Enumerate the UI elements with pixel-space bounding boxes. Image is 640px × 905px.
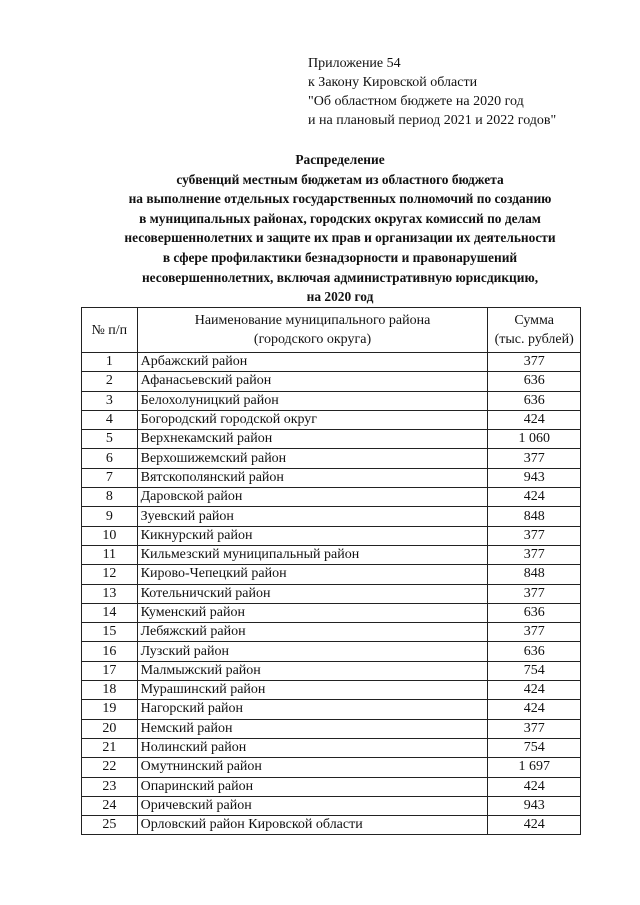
row-amount: 424 [488,681,581,700]
table-row [82,681,581,700]
row-amount: 754 [488,738,581,757]
appendix-line: к Закону Кировской области [308,75,478,90]
row-amount: 377 [488,526,581,545]
document-title [40,150,640,307]
row-number: 16 [82,642,138,661]
table-row [82,488,581,507]
row-number: 25 [82,816,138,835]
header-name [137,308,488,353]
table-row [82,719,581,738]
row-district-name: Верхнекамский район [137,430,488,449]
row-district-name: Кирово-Чепецкий район [137,565,488,584]
appendix-block [308,54,556,130]
row-district-name: Даровской район [137,488,488,507]
row-amount: 377 [488,353,581,372]
row-amount: 424 [488,700,581,719]
row-number: 14 [82,603,138,622]
row-number: 8 [82,488,138,507]
table-row [82,642,581,661]
table-header-row [82,308,581,353]
row-number: 1 [82,353,138,372]
table-row [82,777,581,796]
row-district-name: Лебяжский район [137,623,488,642]
table-row [82,545,581,564]
appendix-line: "Об областном бюджете на 2020 год [308,94,524,109]
row-number: 7 [82,468,138,487]
table-row [82,372,581,391]
row-district-name: Богородский городской округ [137,410,488,429]
row-amount: 848 [488,507,581,526]
title-line: в муниципальных районах, городских округах комиссий по делам [139,210,541,226]
title-line: на выполнение отдельных государственных полномочий по созданию [128,191,552,207]
row-number: 19 [82,700,138,719]
title-line: в сфере профилактики безнадзорности и правонарушений [162,249,518,265]
row-district-name: Афанасьевский район [137,372,488,391]
appendix-line: Приложение 54 [308,56,401,71]
title-line: Распределение [295,152,385,167]
row-amount: 377 [488,623,581,642]
table-row [82,449,581,468]
row-number: 5 [82,430,138,449]
row-amount: 636 [488,372,581,391]
row-number: 11 [82,545,138,564]
row-number: 20 [82,719,138,738]
title-line: несовершеннолетних и защите их прав и организации их деятельности [124,230,556,246]
row-number: 10 [82,526,138,545]
row-district-name: Верхошижемский район [137,449,488,468]
row-number: 4 [82,410,138,429]
row-district-name: Куменский район [137,603,488,622]
row-district-name: Немский район [137,719,488,738]
title-line: на 2020 год [306,289,374,305]
table-row [82,623,581,642]
row-district-name: Зуевский район [137,507,488,526]
row-district-name: Вятскополянский район [137,468,488,487]
table-row [82,507,581,526]
row-amount: 377 [488,449,581,468]
row-number: 22 [82,758,138,777]
row-amount: 424 [488,777,581,796]
row-district-name: Орловский район Кировской области [137,816,488,835]
table-row [82,603,581,622]
table-row [82,410,581,429]
table-row [82,391,581,410]
row-number: 18 [82,681,138,700]
header-sum [488,308,581,353]
row-district-name: Лузский район [137,642,488,661]
row-amount: 424 [488,488,581,507]
row-number: 21 [82,738,138,757]
row-district-name: Оричевский район [137,796,488,815]
row-amount: 377 [488,719,581,738]
table-row [82,584,581,603]
row-amount: 754 [488,661,581,680]
row-amount: 636 [488,642,581,661]
header-number: № п/п [82,308,138,353]
row-amount: 636 [488,391,581,410]
title-line: субвенций местным бюджетам из областного бюджета [176,171,504,187]
row-amount: 636 [488,603,581,622]
row-number: 15 [82,623,138,642]
row-amount: 377 [488,545,581,564]
row-district-name: Омутнинский район [137,758,488,777]
row-number: 12 [82,565,138,584]
table-row [82,796,581,815]
header-name-line1: Наименование муниципального района [194,313,431,328]
header-sum-line2: (тыс. рублей) [494,332,574,347]
row-district-name: Нолинский район [137,738,488,757]
title-line: несовершеннолетних, включая административную юрисдикцию, [141,269,539,285]
row-district-name: Кикнурский район [137,526,488,545]
row-number: 3 [82,391,138,410]
table-row [82,430,581,449]
row-district-name: Опаринский район [137,777,488,796]
table-row [82,526,581,545]
table-body [82,353,581,835]
row-district-name: Арбажский район [137,353,488,372]
table-row [82,468,581,487]
header-sum-line1: Сумма [514,313,555,328]
row-amount: 424 [488,410,581,429]
row-district-name: Белохолуницкий район [137,391,488,410]
row-amount: 424 [488,816,581,835]
row-district-name: Кильмезский муниципальный район [137,545,488,564]
table-row [82,816,581,835]
row-district-name: Малмыжский район [137,661,488,680]
row-number: 6 [82,449,138,468]
table-row [82,353,581,372]
row-amount: 943 [488,796,581,815]
table-row [82,758,581,777]
row-number: 13 [82,584,138,603]
row-amount: 943 [488,468,581,487]
row-district-name: Нагорский район [137,700,488,719]
table-row [82,661,581,680]
row-district-name: Мурашинский район [137,681,488,700]
row-number: 23 [82,777,138,796]
row-number: 9 [82,507,138,526]
table-row [82,738,581,757]
row-number: 17 [82,661,138,680]
row-amount: 377 [488,584,581,603]
row-number: 24 [82,796,138,815]
appendix-line: и на плановый период 2021 и 2022 годов" [308,113,557,128]
row-amount: 1 697 [488,758,581,777]
table-row [82,700,581,719]
table-row [82,565,581,584]
row-amount: 848 [488,565,581,584]
row-district-name: Котельничский район [137,584,488,603]
header-name-line2: (городского округа) [253,332,372,347]
subsidy-table [81,307,581,835]
row-number: 2 [82,372,138,391]
row-amount: 1 060 [488,430,581,449]
